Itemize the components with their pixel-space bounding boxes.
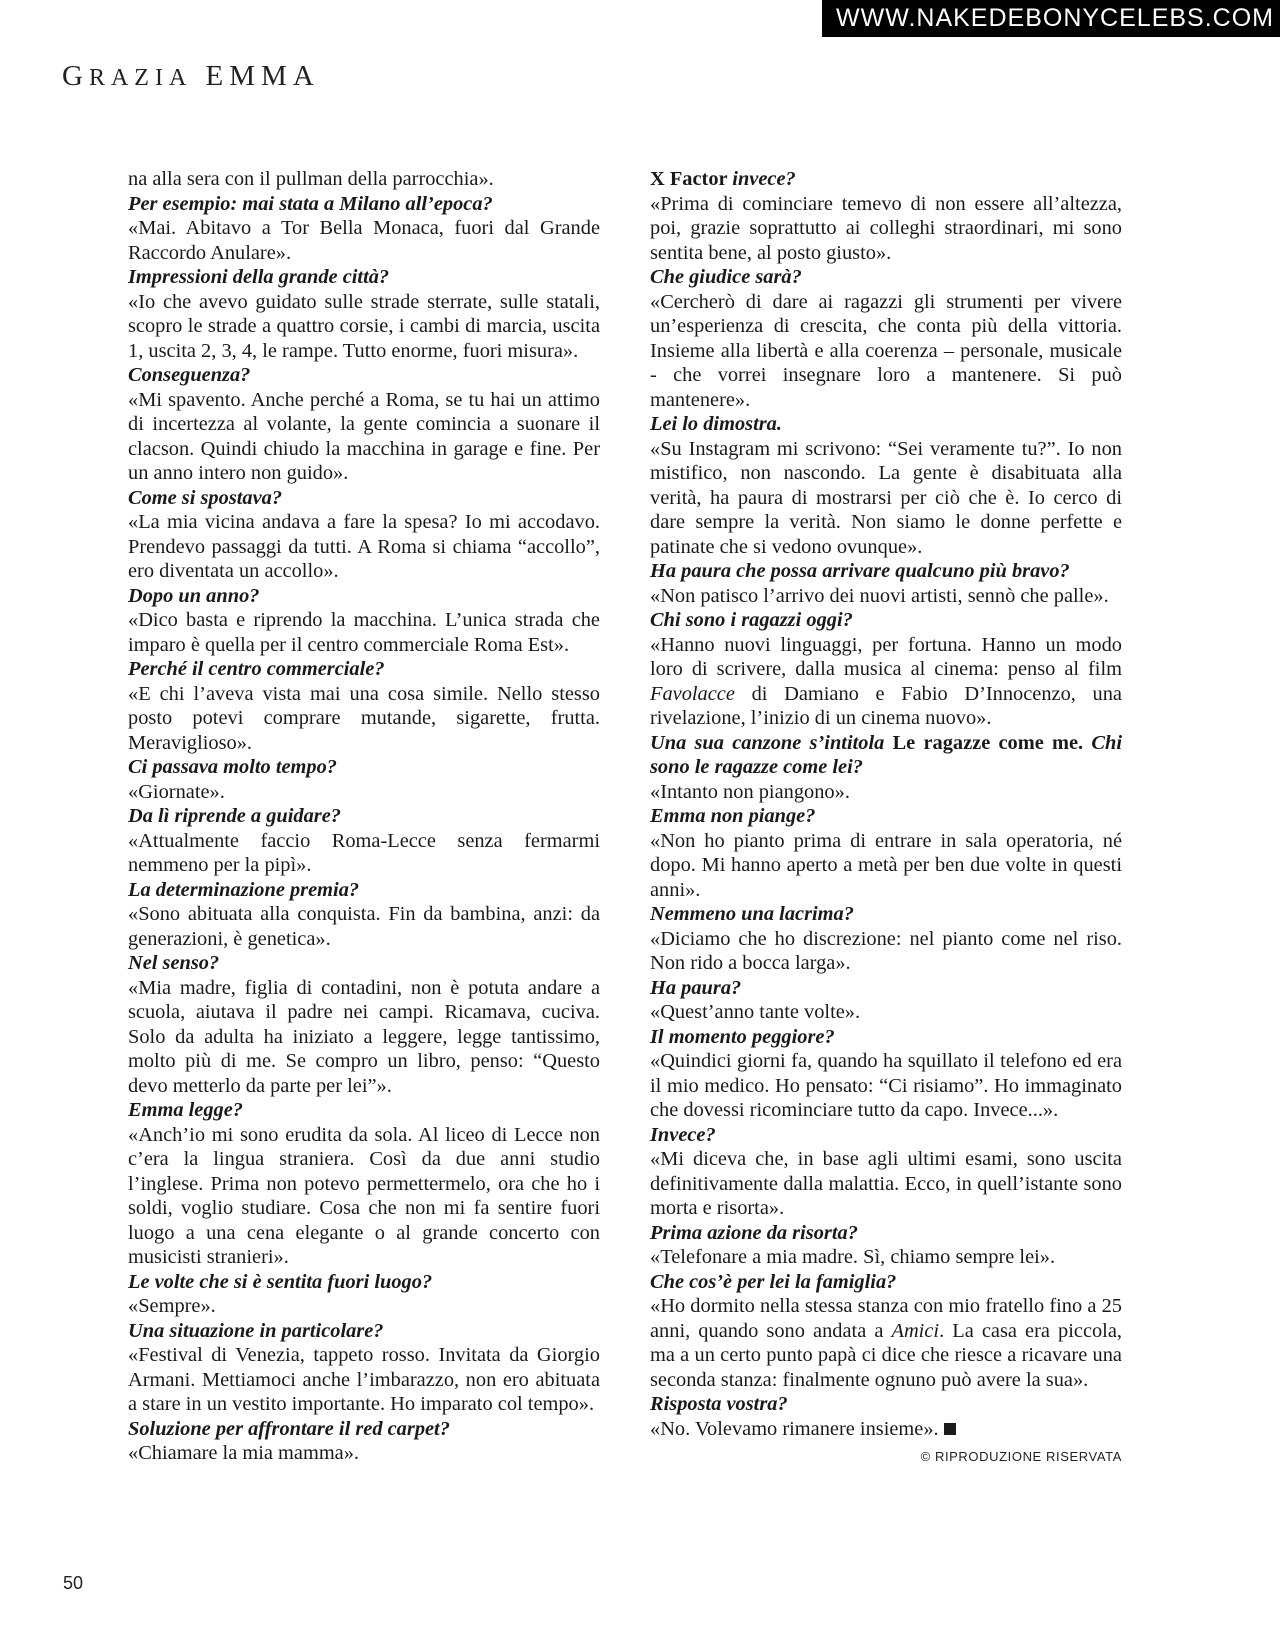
song-title: Le ragazze come me. bbox=[892, 731, 1084, 754]
interview-question: La determinazione premia? bbox=[128, 878, 360, 901]
interview-answer: «Sempre». bbox=[128, 1295, 216, 1317]
interview-answer: «Io che avevo guidato sulle strade sterrate, sulle statali, scopro le strade a quattro corsie, i cambi di marcia, uscita 1, uscita 2, 3, 4, le rampe. Tutto enorme, fuori misura». bbox=[128, 290, 600, 362]
interview-answer: «Attualmente faccio Roma-Lecce senza fermarmi nemmeno per la pipì». bbox=[128, 829, 600, 876]
interview-question: Da lì riprende a guidare? bbox=[128, 805, 341, 827]
interview-question: Nel senso? bbox=[128, 952, 220, 974]
interview-answer: «Dico basta e riprendo la macchina. L’unica strada che imparo è quella per il centro commerciale Roma Est». bbox=[128, 609, 600, 656]
interview-question: Soluzione per affrontare il red carpet? bbox=[128, 1417, 450, 1440]
interview-question: Una sua canzone s’intitola Le ragazze come me. Chi sono le ragazze come lei? bbox=[650, 731, 1122, 778]
interview-question: Dopo un anno? bbox=[128, 584, 260, 607]
interview-question: Che cos’è per lei la famiglia? bbox=[650, 1270, 897, 1293]
interview-answer: «Non ho pianto prima di entrare in sala operatoria, né dopo. Mi hanno aperto a metà per ben due volte in questi anni». bbox=[650, 829, 1122, 901]
interview-answer: «Hanno nuovi linguaggi, per fortuna. Hanno un modo loro di scrivere, dalla musica al cinema: penso al film Favolacce di Damiano e Fabio D’Innocenzo, una rivelazione, l’inizio di un cinema nuovo». bbox=[650, 633, 1122, 729]
interview-question: Il momento peggiore? bbox=[650, 1025, 835, 1048]
interview-answer: «Mi spavento. Anche perché a Roma, se tu hai un attimo di incertezza al volante, la gente comincia a suonare il clacson. Quindi chiudo la macchina in garage e fine. Per un anno intero non guido». bbox=[128, 388, 600, 484]
interview-question: Lei lo dimostra. bbox=[650, 413, 782, 435]
interview-answer: «Quest’anno tante volte». bbox=[650, 1001, 861, 1023]
interview-answer: «Su Instagram mi scrivono: “Sei veramente tu?”. Io non mistifico, non nascondo. La gente è disabituata alla verità, ha paura di mostrarsi per ciò che è. Io cerco di dare sempre la verità. Non siamo le donne perfette e patinate che si vedono ovunque». bbox=[650, 437, 1122, 558]
interview-answer: «Telefonare a mia madre. Sì, chiamo sempre lei». bbox=[650, 1246, 1056, 1268]
copyright-notice: © RIPRODUZIONE RISERVATA bbox=[920, 1449, 1122, 1464]
interview-answer: «Non patisco l’arrivo dei nuovi artisti, sennò che palle». bbox=[650, 584, 1109, 607]
qa-block bbox=[650, 192, 1122, 633]
interview-question: Invece? bbox=[650, 1123, 716, 1146]
watermark-banner: WWW.NAKEDEBONYCELEBS.COM bbox=[822, 0, 1280, 37]
interview-answer: «E chi l’aveva vista mai una cosa simile. Nello stesso posto potevi comprare mutande, sigarette, frutta. Meraviglioso». bbox=[128, 682, 600, 754]
interview-answer: «Festival di Venezia, tappeto rosso. Invitata da Giorgio Armani. Mettiamoci anche l’imbarazzo, non ero abituata a stare in un vestito importante. Ho imparato col tempo». bbox=[128, 1344, 600, 1415]
interview-answer: «Mi diceva che, in base agli ultimi esami, sono uscita definitivamente dalla malattia. Ecco, in quell’istante sono morta e risorta». bbox=[650, 1148, 1122, 1219]
right-column bbox=[650, 167, 1122, 1470]
page-number: 50 bbox=[63, 1573, 84, 1593]
interview-question: Ha paura? bbox=[650, 976, 742, 999]
interview-answer: «Mai. Abitavo a Tor Bella Monaca, fuori dal Grande Raccordo Anulare». bbox=[128, 217, 600, 264]
interview-answer: «Sono abituata alla conquista. Fin da bambina, anzi: da generazioni, è genetica». bbox=[128, 903, 600, 950]
interview-question: Come si spostava? bbox=[128, 486, 283, 509]
interview-answer: «Chiamare la mia mamma». bbox=[128, 1442, 360, 1464]
header-brand: RAZIA bbox=[88, 65, 193, 91]
interview-question: Prima azione da risorta? bbox=[650, 1221, 858, 1244]
interview-question: Impressioni della grande città? bbox=[128, 266, 390, 288]
interview-answer: «Quindici giorni fa, quando ha squillato il telefono ed era il mio medico. Ho pensato: “Ci risiamo”. Ho immaginato che dovessi ricominciare tutto da capo. Invece...». bbox=[650, 1050, 1122, 1121]
interview-question: Emma legge? bbox=[128, 1099, 243, 1121]
interview-answer: «Mia madre, figlia di contadini, non è potuta andare a scuola, aiutava il padre nei campi. Ricamava, cuciva. Solo da adulta ha iniziato a leggere, legge tantissimo, molto più di me. Se compro un libro, penso: “Questo devo metterlo da parte per lei”». bbox=[128, 976, 600, 1097]
magazine-header bbox=[62, 62, 320, 91]
interview-answer: «Anch’io mi sono erudita da sola. Al liceo di Lecce non c’era la lingua straniera. Così da due anni studio l’inglese. Prima non potevo permettermelo, ora che ho i soldi, voglio studiare. Cosa che non mi fa sentire fuori luogo a una cena elegante o al grande concerto con musicisti stranieri». bbox=[128, 1123, 600, 1268]
interview-question: Le volte che si è sentita fuori luogo? bbox=[128, 1270, 433, 1293]
interview-answer: «Diciamo che ho discrezione: nel pianto come nel riso. Non rido a bocca larga». bbox=[650, 927, 1122, 974]
interview-question: Conseguenza? bbox=[128, 364, 251, 386]
interview-question: Perché il centro commerciale? bbox=[128, 658, 385, 680]
interview-question: Ha paura che possa arrivare qualcuno più bravo? bbox=[650, 560, 1070, 582]
qa-block bbox=[650, 780, 1122, 1295]
interview-question: Una situazione in particolare? bbox=[128, 1319, 384, 1342]
interview-answer: «Giornate». bbox=[128, 780, 225, 803]
interview-question: Emma non piange? bbox=[650, 805, 816, 827]
interview-answer: «La mia vicina andava a fare la spesa? Io mi accodavo. Prendevo passaggi da tutti. A Roma si chiama “accollo”, ero diventata un accollo». bbox=[128, 511, 600, 582]
interview-answer: «Intanto non piangono». bbox=[650, 780, 850, 803]
end-mark-icon bbox=[944, 1423, 956, 1435]
interview-question: Ci passava molto tempo? bbox=[128, 756, 338, 778]
interview-answer: «Ho dormito nella stessa stanza con mio fratello fino a 25 anni, quando sono andata a Amici. La casa era piccola, ma a un certo punto papà ci dice che riesce a ricavare una seconda stanza: finalmente ognuno può avere la sua». bbox=[650, 1295, 1122, 1391]
interview-question: X Factor invece? bbox=[650, 168, 796, 190]
interview-question: Chi sono i ragazzi oggi? bbox=[650, 609, 853, 631]
interview-question: Che giudice sarà? bbox=[650, 266, 802, 288]
interview-question: Risposta vostra? bbox=[650, 1393, 788, 1415]
left-column bbox=[128, 167, 600, 1466]
interview-answer: «No. Volevamo rimanere insieme». bbox=[650, 1417, 1122, 1442]
film-title: Favolacce bbox=[650, 682, 735, 705]
header-subject: EMMA bbox=[192, 60, 320, 92]
show-title: Amici bbox=[891, 1319, 940, 1342]
show-name: X Factor bbox=[650, 168, 733, 190]
interview-question: Per esempio: mai stata a Milano all’epoca? bbox=[128, 192, 493, 215]
interview-answer: «Cercherò di dare ai ragazzi gli strumenti per vivere un’esperienza di crescita, che conta più della vittoria. Insieme alla libertà e alla coerenza – personale, musicale - che vorrei insegnare loro a mantenere. Si può mantenere». bbox=[650, 290, 1122, 411]
interview-answer: na alla sera con il pullman della parrocchia». bbox=[128, 168, 494, 190]
header-initial: G bbox=[62, 60, 89, 92]
interview-question: Nemmeno una lacrima? bbox=[650, 903, 854, 925]
interview-answer: «Prima di cominciare temevo di non essere all’altezza, poi, grazie soprattutto ai colleghi straordinari, mi sono sentita bene, al posto giusto». bbox=[650, 192, 1122, 264]
